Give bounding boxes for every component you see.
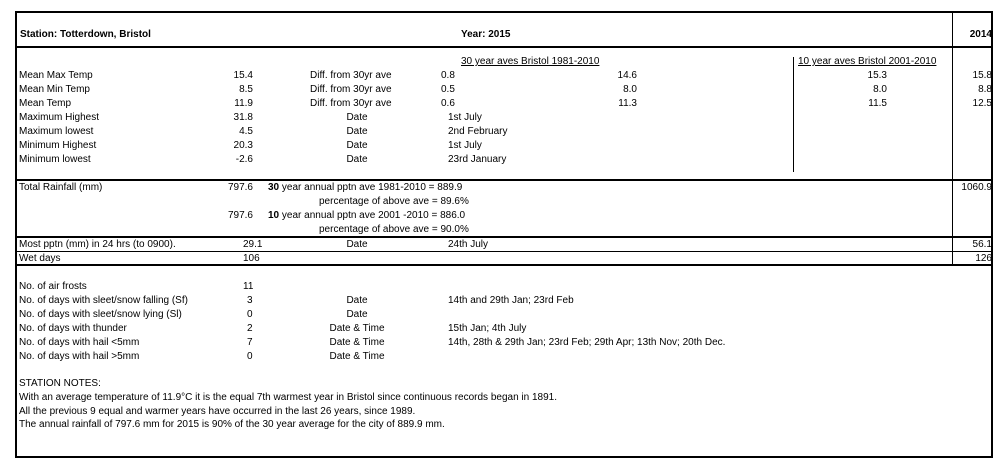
ave10-rain-text: year annual pptn ave 2001 -2010 = 886.0 [279, 210, 466, 221]
ave10-value: 15.3 [867, 70, 887, 81]
date-value: 2nd February [448, 126, 508, 137]
count-date-label: Date & Time [329, 351, 385, 362]
most-pptn-value: 29.1 [243, 239, 263, 250]
header-rule [17, 46, 991, 48]
count-date-label: Date [346, 309, 368, 320]
ave10-heading: 10 year aves Bristol 2001-2010 [798, 56, 937, 67]
prev-year-title: 2014 [969, 29, 992, 40]
wet-days-prev: 126 [975, 253, 992, 264]
temp-value: 11.9 [234, 98, 253, 109]
rainfall-label: Total Rainfall (mm) [19, 182, 103, 193]
ave30-rain-line [268, 182, 462, 194]
count-label: No. of days with thunder [19, 323, 127, 334]
counts-top-rule [17, 264, 991, 266]
temp-label: Mean Temp [19, 98, 72, 109]
count-value: 0 [247, 351, 253, 362]
ave30-rain-text: year annual pptn ave 1981-2010 = 889.9 [279, 182, 463, 193]
notes-line: With an average temperature of 11.9°C it is the equal 7th warmest year in Bristol since continuous records began in 1891. [19, 392, 557, 403]
diff-label: Diff. from 30yr ave [310, 70, 392, 81]
temp-label: Minimum Highest [19, 140, 97, 151]
wet-days-rule [17, 251, 991, 252]
diff-label: Diff. from 30yr ave [310, 84, 392, 95]
pct30-line: percentage of above ave = 89.6% [319, 196, 469, 207]
ave30-value: 8.0 [623, 84, 637, 95]
ave30-value: 11.3 [618, 98, 637, 109]
diff-label: Diff. from 30yr ave [310, 98, 392, 109]
notes-line: The annual rainfall of 797.6 mm for 2015 is 90% of the 30 year average for the city of 889.9 mm. [19, 419, 445, 430]
count-date-label: Date & Time [329, 323, 385, 334]
notes-heading: STATION NOTES: [19, 378, 101, 389]
count-date-label: Date [346, 295, 368, 306]
ave30-heading: 30 year aves Bristol 1981-2010 [461, 56, 600, 67]
date-label: Date [346, 126, 368, 137]
prev-value: 12.5 [972, 98, 992, 109]
count-value: 7 [247, 337, 253, 348]
count-label: No. of days with hail <5mm [19, 337, 140, 348]
temp-value: 4.5 [239, 126, 253, 137]
temp-value: 31.8 [233, 112, 253, 123]
rainfall-prev-value: 1060.9 [961, 182, 992, 193]
wet-days-value: 106 [243, 253, 260, 264]
date-value: 1st July [448, 112, 482, 123]
rainfall-top-rule [17, 179, 991, 181]
most-pptn-date: 24th July [448, 239, 489, 250]
date-value: 23rd January [448, 154, 507, 165]
prev-value: 8.8 [978, 84, 992, 95]
date-label: Date [346, 112, 368, 123]
temp-label: Maximum lowest [19, 126, 94, 137]
pptn-top-rule [17, 236, 991, 238]
ave30-rain-years: 30 [268, 182, 280, 193]
temp-value: 8.5 [239, 84, 253, 95]
wet-days-label: Wet days [19, 253, 61, 264]
ave10-value: 11.5 [868, 98, 887, 109]
most-pptn-label: Most pptn (mm) in 24 hrs (to 0900). [19, 239, 176, 250]
count-label: No. of days with sleet/snow falling (Sf) [19, 295, 188, 306]
temp-label: Mean Max Temp [19, 70, 93, 81]
temp-value: 15.4 [233, 70, 253, 81]
ave10-value: 8.0 [873, 84, 887, 95]
ave10-rain-years: 10 [268, 210, 280, 221]
count-date: 15th Jan; 4th July [448, 323, 527, 334]
count-label: No. of days with sleet/snow lying (Sl) [19, 309, 182, 320]
ave30-value: 14.6 [617, 70, 637, 81]
temp-label: Maximum Highest [19, 112, 100, 123]
temp-label: Minimum lowest [19, 154, 91, 165]
temp-label: Mean Min Temp [19, 84, 90, 95]
weather-summary-sheet [15, 11, 993, 458]
pct10-line: percentage of above ave = 90.0% [319, 224, 469, 235]
diff-value: 0.6 [441, 98, 455, 109]
temp-value: -2.6 [235, 154, 253, 165]
temp-value: 20.3 [233, 140, 253, 151]
count-label: No. of air frosts [19, 281, 87, 292]
rainfall-value-2: 797.6 [227, 210, 253, 221]
count-value: 3 [247, 295, 253, 306]
count-value: 2 [247, 323, 253, 334]
ave10-rain-line [268, 210, 465, 222]
count-date: 14th and 29th Jan; 23rd Feb [448, 295, 574, 306]
notes-line: All the previous 9 equal and warmer years have occurred in the last 26 years, since 1989. [19, 406, 416, 417]
count-value: 11 [243, 281, 254, 292]
prev-value: 15.8 [972, 70, 992, 81]
most-pptn-prev: 56.1 [972, 239, 992, 250]
diff-value: 0.8 [441, 70, 455, 81]
diff-value: 0.5 [441, 84, 455, 95]
date-label: Date [346, 154, 368, 165]
count-date-label: Date & Time [329, 337, 385, 348]
date-label: Date [346, 140, 368, 151]
rainfall-value: 797.6 [227, 182, 253, 193]
ave10-divider [793, 57, 794, 172]
most-pptn-date-label: Date [346, 239, 368, 250]
prev-year-divider [952, 13, 953, 265]
count-label: No. of days with hail >5mm [19, 351, 140, 362]
date-value: 1st July [448, 140, 482, 151]
station-title: Station: Totterdown, Bristol [20, 29, 151, 40]
year-title: Year: 2015 [461, 29, 511, 40]
count-value: 0 [247, 309, 253, 320]
count-date: 14th, 28th & 29th Jan; 23rd Feb; 29th Apr; 13th Nov; 20th Dec. [448, 337, 726, 348]
